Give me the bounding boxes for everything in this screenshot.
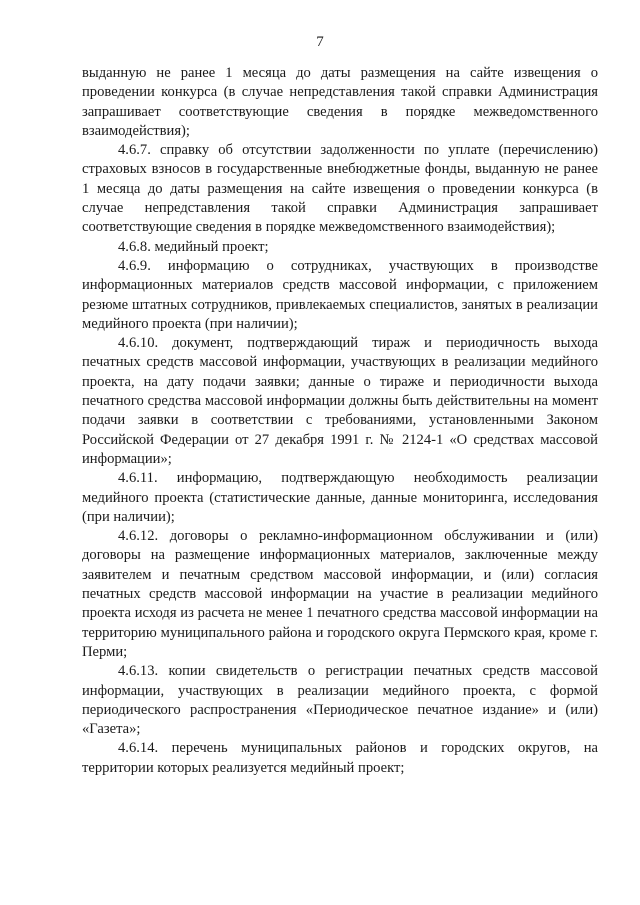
paragraph-continuation: выданную не ранее 1 месяца до даты размещения на сайте извещения о проведении конкурса (в случае непредставления такой справки Администрация запрашивает соответствующие сведения в порядке межведомственного взаимодействия);	[82, 65, 598, 139]
paragraph-4-6-7: 4.6.7. справку об отсутствии задолженности по уплате (перечислению) страховых взносов в государственные внебюджетные фонды, выданную не ранее 1 месяца до даты размещения на сайте извещения о проведении конкурса (в случае непредставления такой справки Администрация запрашивает соответствующие сведения в порядке межведомственного взаимодействия);	[82, 142, 598, 236]
paragraph-4-6-9: 4.6.9. информацию о сотрудниках, участвующих в производстве информационных материалов средств массовой информации, с приложением резюме штатных сотрудников, привлекаемых специалистов, занятых в реализации медийного проекта (при наличии);	[82, 257, 598, 332]
paragraph-4-6-10: 4.6.10. документ, подтверждающий тираж и периодичность выхода печатных средств массовой информации, участвующих в реализации медийного проекта, на дату подачи заявки; данные о тираже и периодичности выхода печатного средства массовой информации должны быть действительны на момент подачи заявки в соответствии с требованиями, установленными Законом Российской Федерации от 27 декабря 1991 г. № 2124-1 «О средствах массовой информации»;	[82, 335, 598, 467]
paragraph-4-6-8: 4.6.8. медийный проект;	[118, 238, 269, 255]
document-body	[82, 64, 598, 778]
paragraph-4-6-12: 4.6.12. договоры о рекламно-информационном обслуживании и (или) договоры на размещение информационных материалов, заключенные между заявителем и печатным средством массовой информации, и (или) согласия печатных средств массовой информации на участие в реализации медийного проекта исходя из расчета не менее 1 печатного средства массовой информации на территорию муниципального района и городского округа Пермского края, кроме г. Перми;	[82, 528, 598, 660]
page-number: 7	[316, 34, 324, 50]
paragraph-4-6-14: 4.6.14. перечень муниципальных районов и городских округов, на территории которых реализуется медийный проект;	[82, 740, 598, 776]
paragraph-4-6-13: 4.6.13. копии свидетельств о регистрации печатных средств массовой информации, участвующих в реализации медийного проекта, с формой периодического распространения «Периодическое печатное издание» и (или) «Газета»;	[82, 663, 598, 738]
paragraph-4-6-11: 4.6.11. информацию, подтверждающую необходимость реализации медийного проекта (статистические данные, данные мониторинга, исследования (при наличии);	[82, 470, 598, 525]
